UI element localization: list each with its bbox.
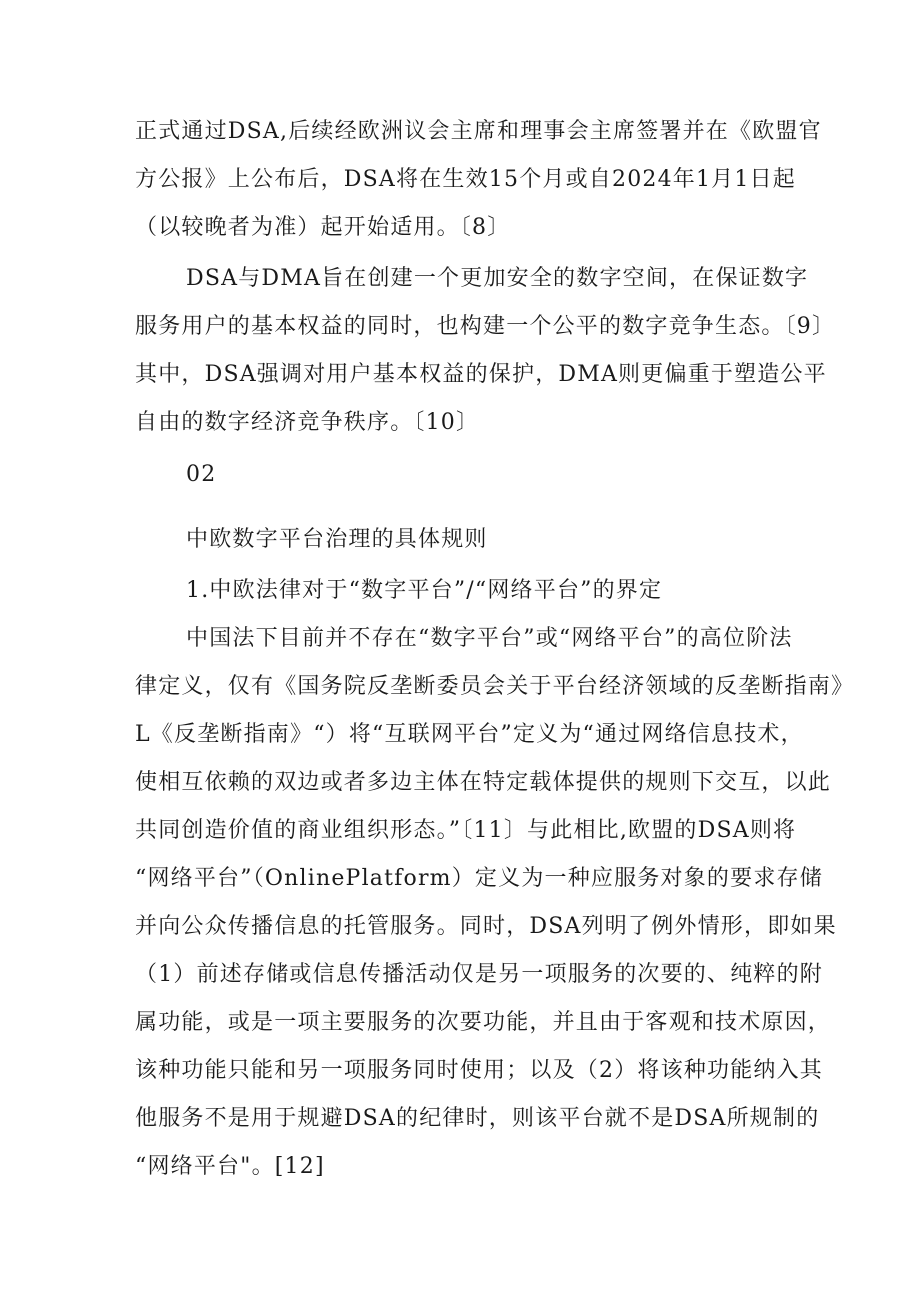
text-line-19: 属功能，或是一项主要服务的次要功能，并且由于客观和技术原因， — [135, 1010, 832, 1035]
section-number: 02 — [186, 462, 217, 487]
text-line-5: 服务用户的基本权益的同时，也构建一个公平的数字竞争生态。〔9〕 — [135, 314, 836, 339]
text-line-18: （1）前述存储或信息传播活动仅是另一项服务的次要的、纯粹的附 — [135, 962, 823, 987]
paragraph-start-line: DSA与DMA旨在创建一个更加安全的数字空间，在保证数字 — [186, 266, 809, 291]
text-line-20: 该种功能只能和另一项服务同时使用；以及（2）将该种功能纳入其 — [135, 1058, 823, 1083]
text-line-7: 自由的数字经济竞争秩序。〔10〕 — [135, 410, 480, 435]
text-line-12: 律定义，仅有《国务院反垄断委员会关于平台经济领域的反垄断指南》 — [135, 674, 855, 699]
text-line-14: 使相互依赖的双边或者多边主体在特定载体提供的规则下交互，以此 — [135, 770, 832, 795]
text-line-6: 其中，DSA强调对用户基本权益的保护，DMA则更偏重于塑造公平 — [135, 362, 827, 387]
text-line-22: “网络平台"。[12] — [135, 1154, 325, 1179]
paragraph-start-line: 中国法下目前并不存在“数字平台”或“网络平台”的高位阶法 — [186, 626, 793, 651]
text-line-13: L《反垄断指南》“）将“互联网平台”定义为“通过网络信息技术， — [135, 722, 804, 747]
text-line-2: 方公报》上公布后，DSA将在生效15个月或自2024年1月1日起 — [135, 167, 796, 192]
text-line-15: 共同创造价值的商业组织形态。”〔11〕与此相比,欧盟的DSA则将 — [135, 818, 797, 843]
text-line-17: 并向公众传播信息的托管服务。同时，DSA列明了例外情形，即如果 — [135, 914, 837, 939]
text-line-3: （以较晚者为准）起开始适用。〔8〕 — [135, 215, 511, 240]
text-line-16: “网络平台”（OnlinePlatform）定义为一种应服务对象的要求存储 — [135, 866, 823, 891]
text-line-21: 他服务不是用于规避DSA的纪律时，则该平台就不是DSA所规制的 — [135, 1106, 820, 1131]
subsection-heading: 1.中欧法律对于“数字平台”/“网络平台”的界定 — [186, 578, 663, 603]
text-line-1: 正式通过DSA,后续经欧洲议会主席和理事会主席签署并在《欧盟官 — [135, 119, 822, 144]
section-title: 中欧数字平台治理的具体规则 — [186, 527, 488, 552]
